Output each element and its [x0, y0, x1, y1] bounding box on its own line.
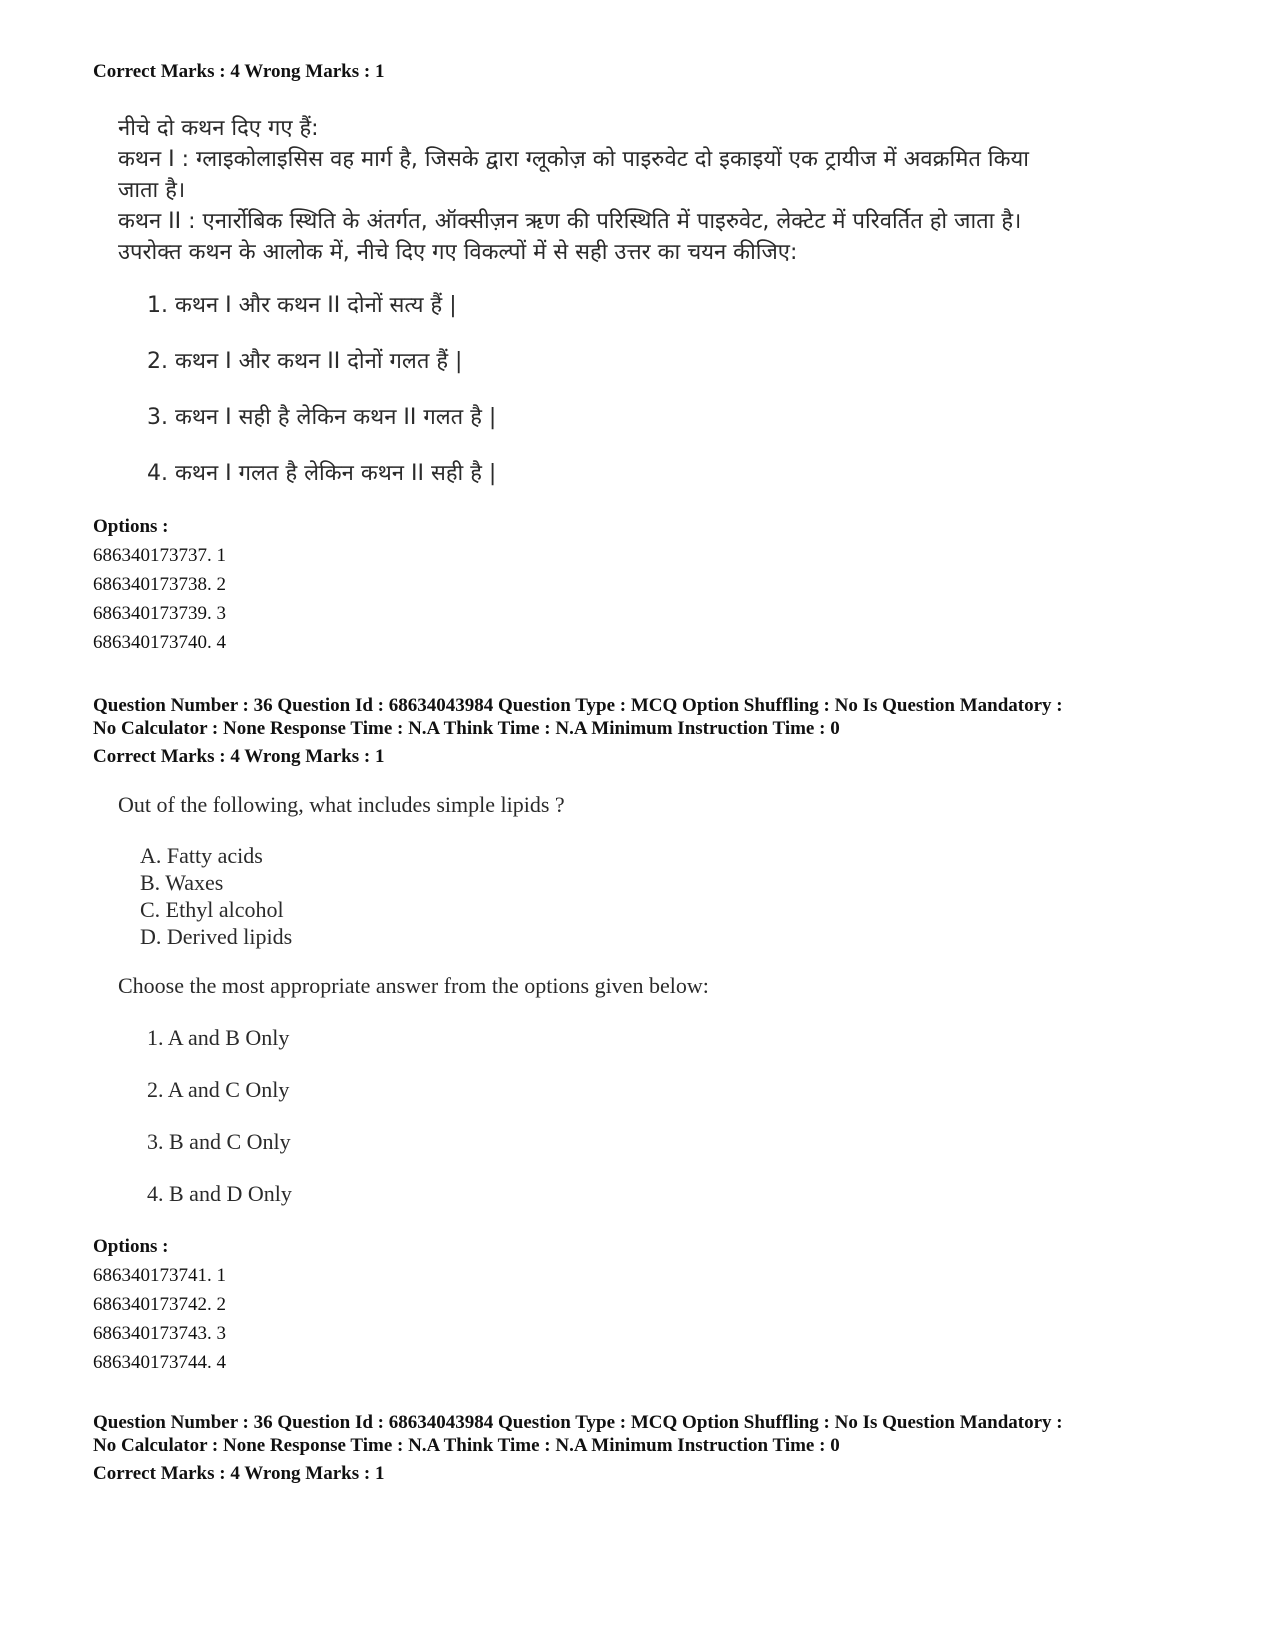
q36-marks: Correct Marks : 4 Wrong Marks : 1 — [93, 746, 385, 767]
q35-options-list — [93, 541, 226, 657]
q35-stem-line: कथन I : ग्लाइकोलाइसिस वह मार्ग है, जिसके द्वारा ग्लूकोज़ को पाइरुवेट दो इकाइयों एक ट्रायीज में अवक्रमित किया — [118, 147, 1029, 172]
q35-choice: 2. कथन I और कथन II दोनों गलत हैं | — [147, 349, 463, 374]
q36-item: C. Ethyl alcohol — [140, 897, 284, 922]
q35-stem-line: जाता है। — [118, 178, 186, 203]
option-item: 686340173742. 2 — [93, 1294, 226, 1315]
q35-choice: 3. कथन I सही है लेकिन कथन II गलत है | — [147, 405, 497, 430]
q36-item: D. Derived lipids — [140, 924, 293, 949]
q36-repeat-marks: Correct Marks : 4 Wrong Marks : 1 — [93, 1463, 385, 1484]
q35-stem-line: उपरोक्त कथन के आलोक में, नीचे दिए गए विकल्पों में से सही उत्तर का चयन कीजिए: — [118, 240, 798, 265]
q36-options-label: Options : — [93, 1236, 169, 1257]
q36-repeat-header-line: No Calculator : None Response Time : N.A Think Time : N.A Minimum Instruction Time : 0 — [93, 1435, 840, 1456]
q36-options-list — [93, 1261, 226, 1377]
q36-header-line: No Calculator : None Response Time : N.A Think Time : N.A Minimum Instruction Time : 0 — [93, 718, 840, 739]
q36-choice: 4. B and D Only — [147, 1181, 292, 1206]
q35-choice: 4. कथन I गलत है लेकिन कथन II सही है | — [147, 461, 497, 486]
q35-stem-line: नीचे दो कथन दिए गए हैं: — [118, 116, 319, 141]
q36-repeat-header — [93, 1411, 1223, 1457]
q35-question-image — [118, 113, 1029, 268]
option-item: 686340173741. 1 — [93, 1265, 226, 1286]
q36-item: B. Waxes — [140, 870, 224, 895]
q35-stem-line: कथन II : एनार्रोबिक स्थिति के अंतर्गत, ऑक्सीज़न ऋण की परिस्थिति में पाइरुवेट, लेक्टेट में परिवर्तित हो जाता है। — [118, 209, 1022, 234]
q35-choice: 1. कथन I और कथन II दोनों सत्य हैं | — [147, 293, 457, 318]
option-item: 686340173739. 3 — [93, 603, 226, 624]
option-item: 686340173743. 3 — [93, 1323, 226, 1344]
q36-repeat-header-line: Question Number : 36 Question Id : 68634043984 Question Type : MCQ Option Shuffling : No Is Question Mandatory : — [93, 1412, 1063, 1433]
option-item: 686340173738. 2 — [93, 574, 226, 595]
q36-choice: 3. B and C Only — [147, 1129, 291, 1154]
option-item: 686340173744. 4 — [93, 1352, 226, 1373]
q36-choice: 2. A and C Only — [147, 1077, 290, 1102]
option-item: 686340173740. 4 — [93, 632, 226, 653]
q35-marks: Correct Marks : 4 Wrong Marks : 1 — [93, 61, 385, 82]
q36-stem: Out of the following, what includes simple lipids ? — [118, 792, 565, 817]
q36-item: A. Fatty acids — [140, 843, 263, 868]
q36-header-line: Question Number : 36 Question Id : 68634043984 Question Type : MCQ Option Shuffling : No Is Question Mandatory : — [93, 695, 1063, 716]
q36-header — [93, 694, 1223, 740]
option-item: 686340173737. 1 — [93, 545, 226, 566]
q35-options-label: Options : — [93, 516, 169, 537]
q36-choice: 1. A and B Only — [147, 1025, 290, 1050]
q36-instruction: Choose the most appropriate answer from the options given below: — [118, 973, 709, 998]
